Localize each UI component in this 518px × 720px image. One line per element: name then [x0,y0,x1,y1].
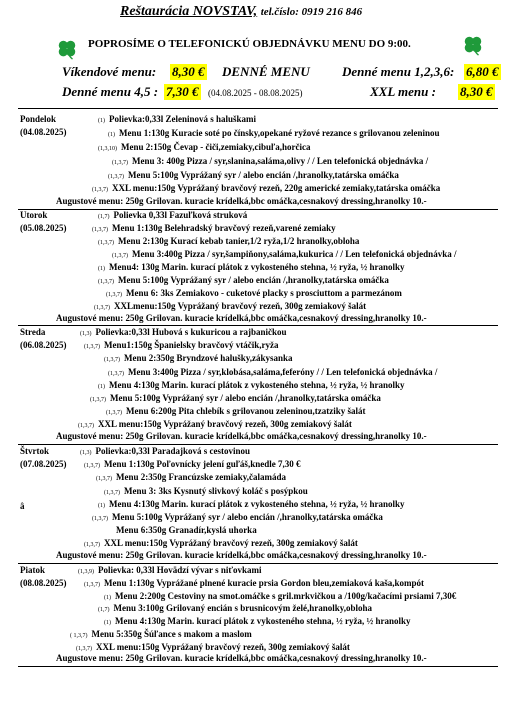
menu-line [98,210,247,220]
menu-45-price: 7,30 € [166,84,199,99]
clover-icon [462,34,484,56]
menu-item-text: Polievka:0,33l Paradajková s cestovinou [95,446,250,456]
menu-line [106,288,402,298]
menu-item-text: Menu 3:400g Pizza / syr,šampiňony,saláma,kukurica / / Len telefonická objednávka / [132,249,457,260]
menu-line [98,236,359,246]
menu-item-text: Menu 2:150g Čevap - čiči,zemiaky,cibuľa,horčica [121,141,311,152]
menu-item-text: Menu 6:200g Pita chlebík s grilovanou zeleninou,tzatziky šalát [126,406,366,416]
menu-item-text: Menu 4:130g Marin. kurací plátok z vykosteného stehna, ½ ryža, ½ hranolky [109,498,405,509]
day-date: (05.08.2025) [20,223,67,233]
allergen-codes: (1,3,7) [98,279,114,286]
menu-item-text: Menu 4:130g Marin. kurací plátok z vykosteného stehna, ½ ryža, ½ hranolky [115,616,411,627]
menu-line [90,393,381,403]
menu-123-price: 6,80 € [466,64,499,79]
allergen-codes: (1) [98,266,105,273]
allergen-codes: (1,3,7) [112,159,128,166]
day-name: Streda [20,327,46,337]
weekend-menu-label: Víkendové menu: [62,64,157,79]
menu-item-text: XXL menu:150g Vyprážaný bravčový rezeň, 300g zemiakový šalát [96,641,350,652]
day-divider [18,209,498,210]
menu-item-text: Menu 6: 3ks Zemiakovo - cuketové placky s prosciuttom a parmezánom [126,288,402,299]
menu-line [104,486,308,496]
menu-item-text: Menu 1:130g Belehradský bravčový rezeň,varené zemiaky [112,223,336,234]
menu-item-text: Menu 3:100g Grilovaný encián s brusnicovým želé,hranolky,obloha [113,603,373,614]
august-menu-line: Augustové menu: 250g Grilovan. kuracie krídelká,bbc omáčka,cesnakový dressing,hranolky 10.- [56,550,427,560]
allergen-codes: (1) [98,383,105,390]
menu-line [80,327,287,337]
menu-item-text: Menu 5:100g Vyprážaný syr / alebo encián /,hranolky,tatárska omáčka [128,169,399,180]
menu-item-text: Menu 1:130g Poľovnícky jelení guľáš,knedle 7,30 € [104,459,301,470]
allergen-codes: (1,3,7) [78,423,94,430]
august-menu-line: Augustové menu: 250g Grilovan. kuracie krídelká,bbc omáčka,cesnakový dressing,hranolky 10.- [56,431,427,441]
menu-line [70,629,252,639]
august-menu-line: Augustové menu: 250g Grilovan. kuracie krídelká,bbc omáčka,cesnakový dressing,hranolky 10.- [56,313,427,323]
stray-character: â [20,500,25,511]
menu-line [84,578,424,588]
day-date: (07.08.2025) [20,459,67,469]
menu-item-text: Menu 3: 3ks Kysnutý slivkový koláč s posýpkou [124,485,308,496]
menu-item-text: Menu 3: 400g Pizza / syr,slanina,saláma,olivy / / Len telefonická objednávka / [132,155,429,166]
menu-item-text: Menu 6:350g Granadír,kyslá uhorka [116,525,257,535]
allergen-codes: (1,3,7) [98,240,114,247]
menu-line [80,446,250,456]
day-name: Piatok [20,565,46,575]
allergen-codes: (1,3,7) [94,305,110,312]
menu-line [92,223,336,233]
menu-item-text: XXLmenu:150g Vyprážaný bravčový rezeň, 300g zemiakový šalát [114,301,367,312]
allergen-codes: (1,3,7) [84,581,100,588]
allergen-codes: (1) [108,131,115,138]
menu-line [104,591,456,601]
menu-item-text: Menu 5:100g Vyprážaný syr / alebo encián /,hranolky,tatárska omáčka [110,392,381,403]
restaurant-name: Reštaurácia NOVSTAV, [120,4,258,19]
menu-item-text: Menu 1:130g Vyprážané plnené kuracie prsia Gordon bleu,zemiaková kaša,kompót [104,577,425,588]
allergen-codes: (1,3) [80,331,92,337]
restaurant-title [120,4,362,20]
menu-item-text: Menu 2:200g Cestoviny na smot.omáčke s gril.mrkvičkou a /100g/kačacími prsiami 7,30€ [115,590,457,601]
menu-line [104,616,411,626]
week-dates: (04.08.2025 - 08.08.2025) [208,88,303,98]
menu-item-text: Menu 5:100g Vyprážaný syr / alebo encián /,hranolky,tatárska omáčka [112,511,383,522]
day-divider [18,563,498,564]
menu-item-text: Polievka:0,33l Hubová s kukuricou a rajbaničkou [95,327,287,337]
menu-item-text: Menu 3:400g Pizza / syr,klobása,saláma,feferóny / / Len telefonická objednávka / [128,366,438,377]
menu-line [92,183,440,193]
menu-item-text: Polievka 0,33l Fazuľková struková [113,210,248,220]
menu-line [76,642,350,652]
menu-line [94,301,366,311]
menu-line [98,142,310,152]
allergen-codes: (1,3,7) [84,463,100,470]
menu-line [98,114,256,124]
day-name: Štvrtok [20,446,49,456]
menu-line [84,459,300,469]
menu-line [98,499,405,509]
menu-line [78,565,262,575]
allergen-codes: (1,3,7) [92,227,108,234]
menu-item-text: Menu 5:350g Šúľance s makom a maslom [91,628,252,639]
menu-line [112,525,257,535]
menu-item-text: Menu 2:130g Kurací kebab tanier,1/2 ryža,1/2 hranolky,obloha [118,236,360,247]
daily-menu-heading: DENNÉ MENU [222,64,310,79]
allergen-codes: (1,3,7) [106,410,122,416]
menu-item-text: Menu 2:350g Francúzske zemiaky,čalamáda [116,472,286,483]
menu-123-label: Denné menu 1,2,3,6: [342,64,455,79]
allergen-codes: (1) [98,502,105,509]
day-divider [18,325,498,326]
allergen-codes: (1,3,7) [106,292,122,299]
order-request-note: POPROSÍME O TELEFONICKÚ OBJEDNÁVKU MENU DO 9:00. [88,38,411,50]
menu-item-text: Menu 4:130g Marin. kurací plátok z vykosteného stehna, ½ ryža, ½ hranolky [109,379,405,390]
day-date: (06.08.2025) [20,340,67,350]
allergen-codes: (1,3,7) [104,489,120,496]
allergen-codes: (1,3,7) [108,370,124,377]
weekend-menu-price: 8,30 € [172,64,205,79]
menu-item-text: Polievka: 0,33l Hovädzí vývar s niťovkami [98,565,262,575]
allergen-codes: (1) [104,620,111,627]
allergen-codes: (1,3,7) [84,344,100,351]
allergen-codes: (1,3,7) [96,476,112,483]
allergen-codes: (1,3,7) [112,253,128,260]
day-name: Utorok [20,210,48,220]
august-menu-line: Augustové menu: 250g Grilovan. kuracie krídelká,bbc omáčka,cesnakový dressing,hranolky 10.- [56,196,427,206]
day-name: Pondelok [20,114,57,124]
menu-line [98,380,405,390]
allergen-codes: ( 1,3,7) [70,632,88,639]
day-divider [18,666,498,667]
allergen-codes: (1,3) [80,450,92,456]
menu-line [108,170,399,180]
xxl-menu-label: XXL menu : [370,84,436,99]
menu-line [84,538,358,548]
allergen-codes: (1,3,9) [78,569,94,575]
menu-item-text: Menu1:150g Španielsky bravčový vtáčik,ryža [104,340,279,351]
menu-line [78,419,352,429]
menu-item-text: XXL menu:150g Vyprážaný bravčový rezeň, 300g zemiakový šalát [104,538,358,549]
xxl-menu-price: 8,30 € [460,84,493,99]
clover-icon [56,38,78,60]
phone-number: tel.číslo: 0919 216 846 [260,6,363,18]
menu-line [84,340,279,350]
menu-line [108,367,437,377]
allergen-codes: (1,3,7) [92,515,108,522]
menu-line [98,275,389,285]
day-date: (08.08.2025) [20,578,67,588]
allergen-codes: (1,7) [98,214,110,220]
menu-item-text: Menu 5:100g Vyprážaný syr / alebo encián /,hranolky,tatárska omáčka [118,275,389,286]
menu-45-label: Denné menu 4,5 : [62,84,159,99]
menu-line [92,512,383,522]
menu-item-text: XXL menu:150g Vyprážaný bravčový rezeň, 220g americké zemiaky,tatárska omáčka [112,183,441,194]
allergen-codes: (1,3,7) [108,173,124,180]
menu-line [98,262,405,272]
allergen-codes: (1,3,7) [104,357,120,364]
day-divider [18,444,498,445]
menu-line [112,249,456,259]
header-divider [18,108,498,109]
menu-item-text: Menu 1:130g Kuracie soté po čínsky,opekané ryžové rezance s grilovanou zeleninou [119,127,440,138]
menu-line [106,406,366,416]
menu-item-text: Menu 2:350g Bryndzové halušky,zákysanka [124,353,293,364]
allergen-codes: (1,7) [98,607,110,614]
august-menu-line: Augustove menu: 250g Grilovan. kuracie krídelká,bbc omáčka,cesnakový dressing,hranolky 10.- [56,653,427,663]
menu-item-text: XXL menu:150g Vyprážaný bravčový rezeň, 300g zemiakový šalát [98,419,352,430]
menu-line [98,603,372,613]
menu-line [104,353,293,363]
allergen-codes: (1,3,7) [92,187,108,194]
day-date: (04.08.2025) [20,127,67,137]
allergen-codes: (1,3,10) [98,145,117,152]
allergen-codes: (1) [104,594,111,601]
allergen-codes: (1,3,7) [84,542,100,549]
menu-item-text: Menu4: 130g Marin. kurací plátok z vykosteného stehna, ½ ryža, ½ hranolky [109,262,405,273]
menu-line [112,156,428,166]
allergen-codes: (1,3,7) [90,396,106,403]
menu-item-text: Polievka:0,33l Zeleninová s haluškami [109,114,257,124]
menu-line [96,472,286,482]
allergen-codes: (1,3,7) [76,645,92,652]
allergen-codes: (1) [98,118,105,124]
menu-line [108,128,440,138]
